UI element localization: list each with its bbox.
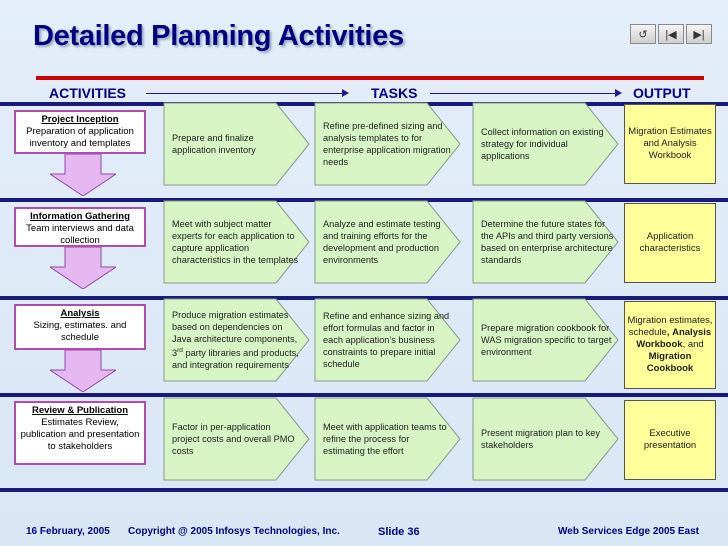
task-text: Prepare migration cookbook for WAS migration specific to target environment — [481, 323, 612, 357]
output-box — [624, 301, 716, 389]
activity-title: Analysis — [60, 308, 100, 319]
task-text: Meet with application teams to refine the process for estimating the effort — [323, 422, 447, 456]
task-text: Refine and enhance sizing and effort formulas and factor in each application’s business constraints to prepare initial schedule — [323, 311, 450, 369]
arrow-right-icon — [615, 89, 622, 97]
title-rule — [36, 76, 704, 80]
output-text-bold: Migration Cookbook — [646, 351, 694, 374]
task-text: Refine pre-defined sizing and analysis templates to for enterprise application migration needs — [323, 121, 451, 167]
down-arrow-icon — [50, 154, 116, 196]
previous-slide-button[interactable]: |◀ — [658, 24, 684, 44]
task-text: Collect information on existing strategy for individual applications — [481, 127, 604, 161]
output-box: Executive presentation — [624, 400, 716, 480]
footer-copyright: Copyright @ 2005 Infosys Technologies, Inc. — [128, 526, 340, 537]
header-output: OUTPUT — [633, 85, 691, 101]
output-text: , — [666, 327, 670, 338]
return-button[interactable]: ↺ — [630, 24, 656, 44]
task-text: Analyze and estimate testing and training efforts for the development and production environments — [323, 219, 441, 265]
down-arrow-icon — [50, 350, 116, 392]
header-arrow-line — [146, 93, 344, 94]
row-band-bar — [0, 488, 728, 492]
task-text: Determine the future states for the APIs and third party versions based on enterprise architecture standards — [481, 219, 614, 265]
output-box: Application characteristics — [624, 203, 716, 283]
activity-description: Sizing, estimates. and schedule — [33, 320, 127, 343]
activity-description: Team interviews and data collection — [26, 223, 134, 246]
activity-box — [14, 401, 146, 465]
header-activities: ACTIVITIES — [49, 85, 127, 101]
header-arrow-line — [430, 93, 616, 94]
task-text: Meet with subject matter experts for each application to capture application characteristics in the templates — [172, 219, 299, 265]
output-text: Migration estimates, schedule — [627, 315, 713, 338]
activity-description: Preparation of application inventory and templates — [26, 126, 134, 149]
slide-nav — [630, 24, 712, 44]
output-text: , and — [682, 339, 704, 350]
task-text: Prepare and finalize application inventory — [172, 133, 256, 155]
footer-date: 16 February, 2005 — [26, 526, 110, 537]
task-text: Factor in per-application project costs and overall PMO costs — [172, 422, 295, 456]
output-box: Migration Estimates and Analysis Workbook — [624, 104, 716, 184]
slide-number: Slide 36 — [378, 526, 420, 538]
footer-event: Web Services Edge 2005 East — [558, 526, 700, 537]
activity-box — [14, 207, 146, 247]
page-title: Detailed Planning Activities — [33, 20, 404, 52]
task-text — [172, 299, 300, 381]
row-band-bar — [0, 393, 728, 397]
arrow-right-icon — [342, 89, 349, 97]
activity-title: Review & Publication — [31, 405, 129, 416]
activity-box — [14, 110, 146, 154]
next-slide-button[interactable]: ▶| — [686, 24, 712, 44]
task-text: Present migration plan to key stakeholders — [481, 428, 600, 450]
task-text-content: Produce migration estimates based on dependencies on Java architecture components, 3rd party libraries and products, and integration requirements — [172, 309, 299, 371]
header-tasks: TASKS — [371, 85, 418, 101]
activity-title: Project Inception — [41, 114, 119, 125]
output-text-bold: Analysis Workbook — [636, 327, 712, 350]
activity-description: Estimates Review, publication and presentation to stakeholders — [20, 417, 140, 452]
activity-title: Information Gathering — [30, 211, 130, 222]
activity-box — [14, 304, 146, 350]
down-arrow-icon — [50, 247, 116, 289]
